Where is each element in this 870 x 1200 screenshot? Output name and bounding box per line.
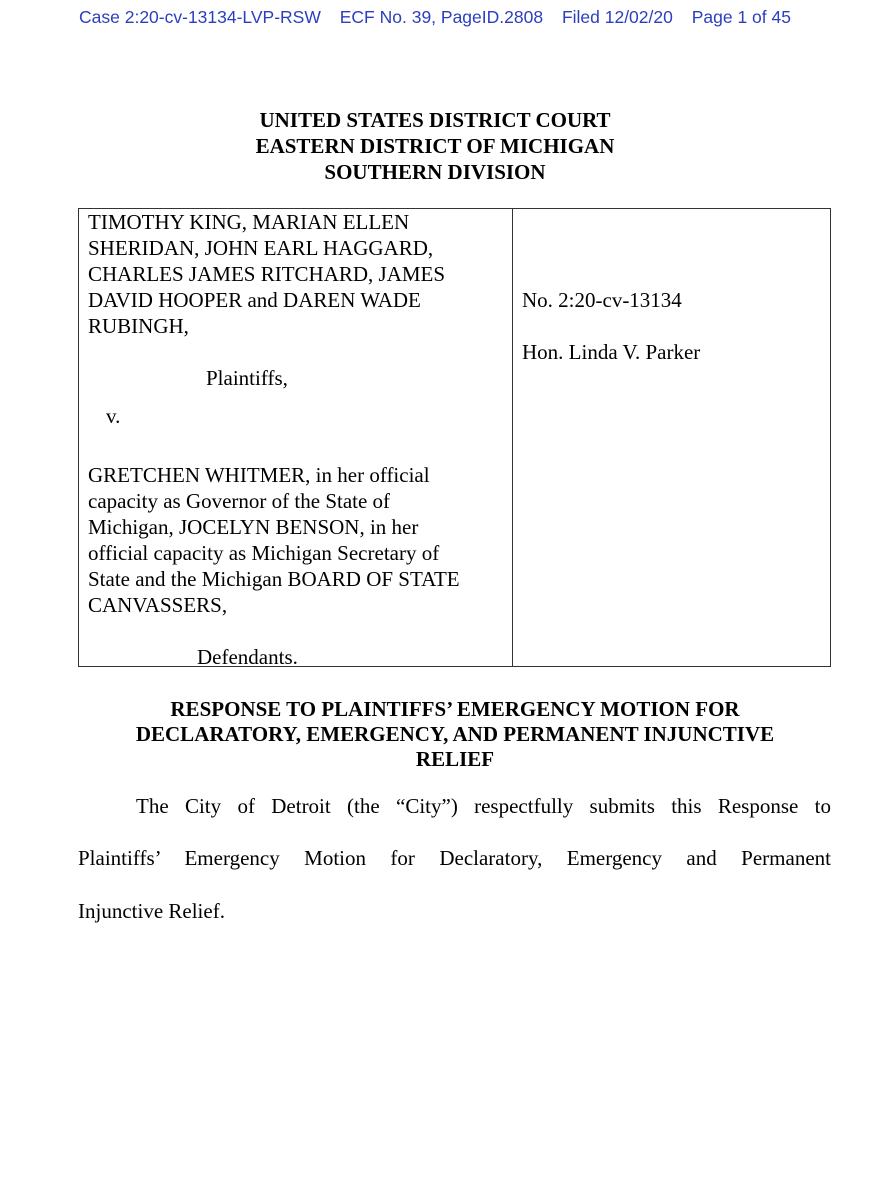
ecf-filing-header [0, 7, 870, 28]
page-indicator: Page 1 of 45 [691, 7, 791, 27]
defendants-label: Defendants. [197, 645, 298, 669]
filed-date: Filed 12/02/20 [561, 7, 673, 27]
plaintiff-line: SHERIDAN, JOHN EARL HAGGARD, [88, 236, 434, 260]
document-title-line: RELIEF [415, 747, 495, 771]
defendant-line: CANVASSERS, [88, 593, 228, 617]
plaintiff-line: RUBINGH, [88, 314, 189, 338]
judge-name: Hon. Linda V. Parker [522, 340, 701, 364]
court-name: UNITED STATES DISTRICT COURT [259, 108, 611, 132]
court-heading [0, 107, 870, 185]
defendant-line: GRETCHEN WHITMER, in her official [88, 463, 430, 487]
document-title-line: RESPONSE TO PLAINTIFFS’ EMERGENCY MOTION FOR [170, 697, 740, 721]
versus-label: v. [106, 404, 121, 428]
plaintiff-line: DAVID HOOPER and DAREN WADE [88, 288, 421, 312]
plaintiffs-label: Plaintiffs, [206, 366, 288, 390]
ecf-number: ECF No. 39, PageID.2808 [339, 7, 544, 27]
document-title [60, 697, 850, 772]
case-number: No. 2:20-cv-13134 [522, 288, 682, 312]
plaintiff-line: TIMOTHY KING, MARIAN ELLEN [88, 210, 410, 234]
body-text-line: The City of Detroit (the “City”) respectfully submits this Response to [136, 794, 831, 818]
body-text-line: Plaintiffs’ Emergency Motion for Declaratory, Emergency and Permanent [78, 846, 831, 870]
defendant-line: State and the Michigan BOARD OF STATE [88, 567, 460, 591]
document-title-line: DECLARATORY, EMERGENCY, AND PERMANENT INJUNCTIVE [135, 722, 775, 746]
body-text-line: Injunctive Relief. [78, 899, 225, 923]
court-district: EASTERN DISTRICT OF MICHIGAN [255, 134, 615, 158]
case-info-cell [513, 209, 830, 666]
case-caption-table [78, 208, 831, 667]
parties-cell [79, 209, 513, 669]
court-division: SOUTHERN DIVISION [324, 160, 546, 184]
case-identifier: Case 2:20-cv-13134-LVP-RSW [79, 7, 321, 27]
defendant-line: official capacity as Michigan Secretary of [88, 541, 440, 565]
defendant-line: capacity as Governor of the State of [88, 489, 391, 513]
plaintiff-line: CHARLES JAMES RITCHARD, JAMES [88, 262, 446, 286]
defendant-line: Michigan, JOCELYN BENSON, in her [88, 515, 419, 539]
